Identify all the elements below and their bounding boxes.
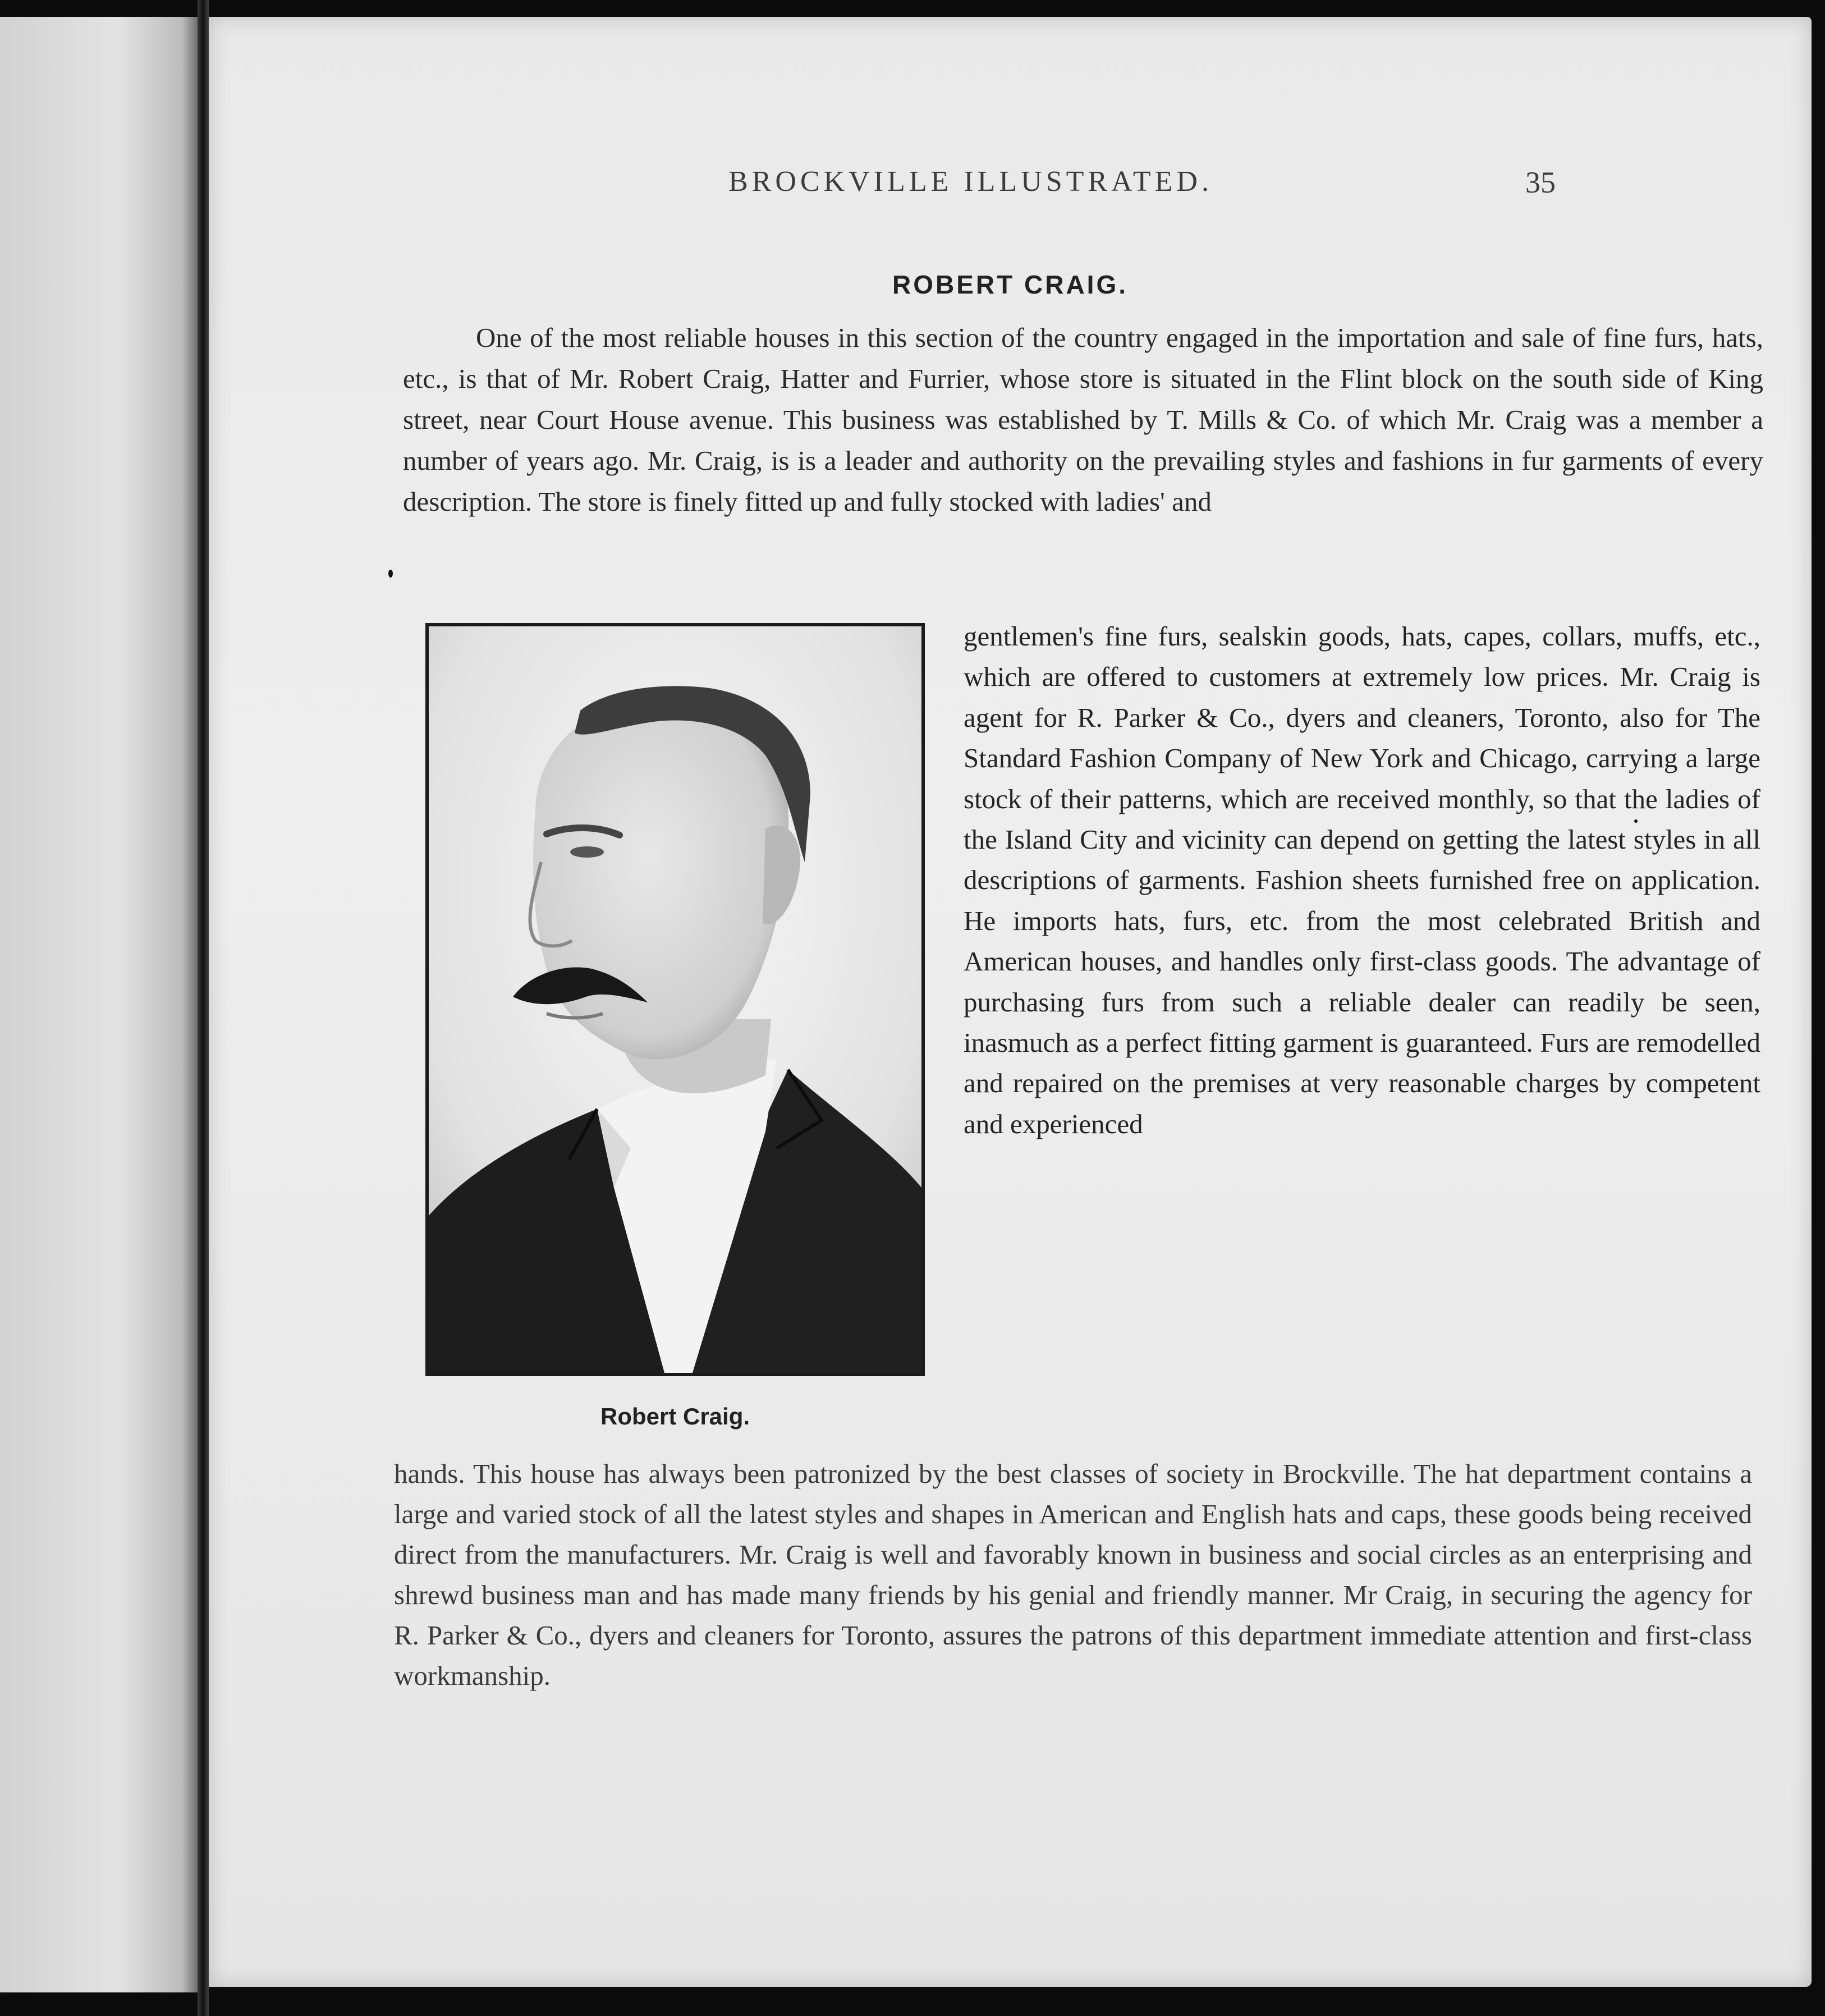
running-head — [209, 152, 1812, 219]
article-paragraph-side: gentlemen's fine furs, sealskin goods, hats, capes, collars, muffs, etc., which are offered to customers at extremely low prices. Mr. Craig is agent for R. Parker & Co., dyers and cleaners, Toronto, also for The Standard Fashion Company of New York and Chicago, carrying a large stock of their patterns, which are received monthly, so that the ladies of the Island City and vicinity can depend on getting the latest styles in all descriptions of garments. Fashion sheets furnished free on application. He imports hats, furs, etc. from the most celebrated British and American houses, and handles only first-class goods. The advantage of purchasing furs from such a reliable dealer can readily be seen, inasmuch as a perfect fitting garment is guaranteed. Furs are remodelled and repaired on the premises at very reasonable charges by competent and experienced — [964, 621, 1760, 1139]
portrait-illustration — [429, 626, 921, 1373]
book-gutter — [198, 0, 209, 2016]
article-paragraph-bottom: hands. This house has always been patronized by the best classes of society in Brockville. The hat department contains a large and varied stock of all the latest styles and shapes in American and English hats and caps, these goods being received direct from the manufacturers. Mr. Craig is well and favorably known in business and social circles as an enterprising and shrewd business man and has made many friends by his genial and friendly manner. Mr Craig, in securing the agency for R. Parker & Co., dyers and cleaners for Toronto, assures the patrons of this department immediate attention and first-class workmanship. — [394, 1458, 1752, 1691]
article-heading: ROBERT CRAIG. — [892, 270, 1128, 299]
page-number: 35 — [1525, 166, 1556, 199]
paper-speck — [1634, 819, 1638, 823]
paper-speck — [388, 570, 393, 578]
running-title: BROCKVILLE ILLUSTRATED. — [728, 166, 1213, 198]
book-page — [209, 17, 1812, 1987]
facing-page-edge — [0, 17, 198, 1992]
portrait-photo — [425, 623, 925, 1376]
portrait-caption: Robert Craig. — [600, 1403, 750, 1429]
article-paragraph-top: One of the most reliable houses in this section of the country engaged in the importation and sale of fine furs, hats, etc., is that of Mr. Robert Craig, Hatter and Furrier, whose store is situated in the Flint block on the south side of King street, near Court House avenue. This business was established by T. Mills & Co. of which Mr. Craig was a member a number of years ago. Mr. Craig, is is a leader and authority on the prevailing styles and fashions in fur garments of every description. The store is finely fitted up and fully stocked with ladies' and — [403, 322, 1763, 517]
